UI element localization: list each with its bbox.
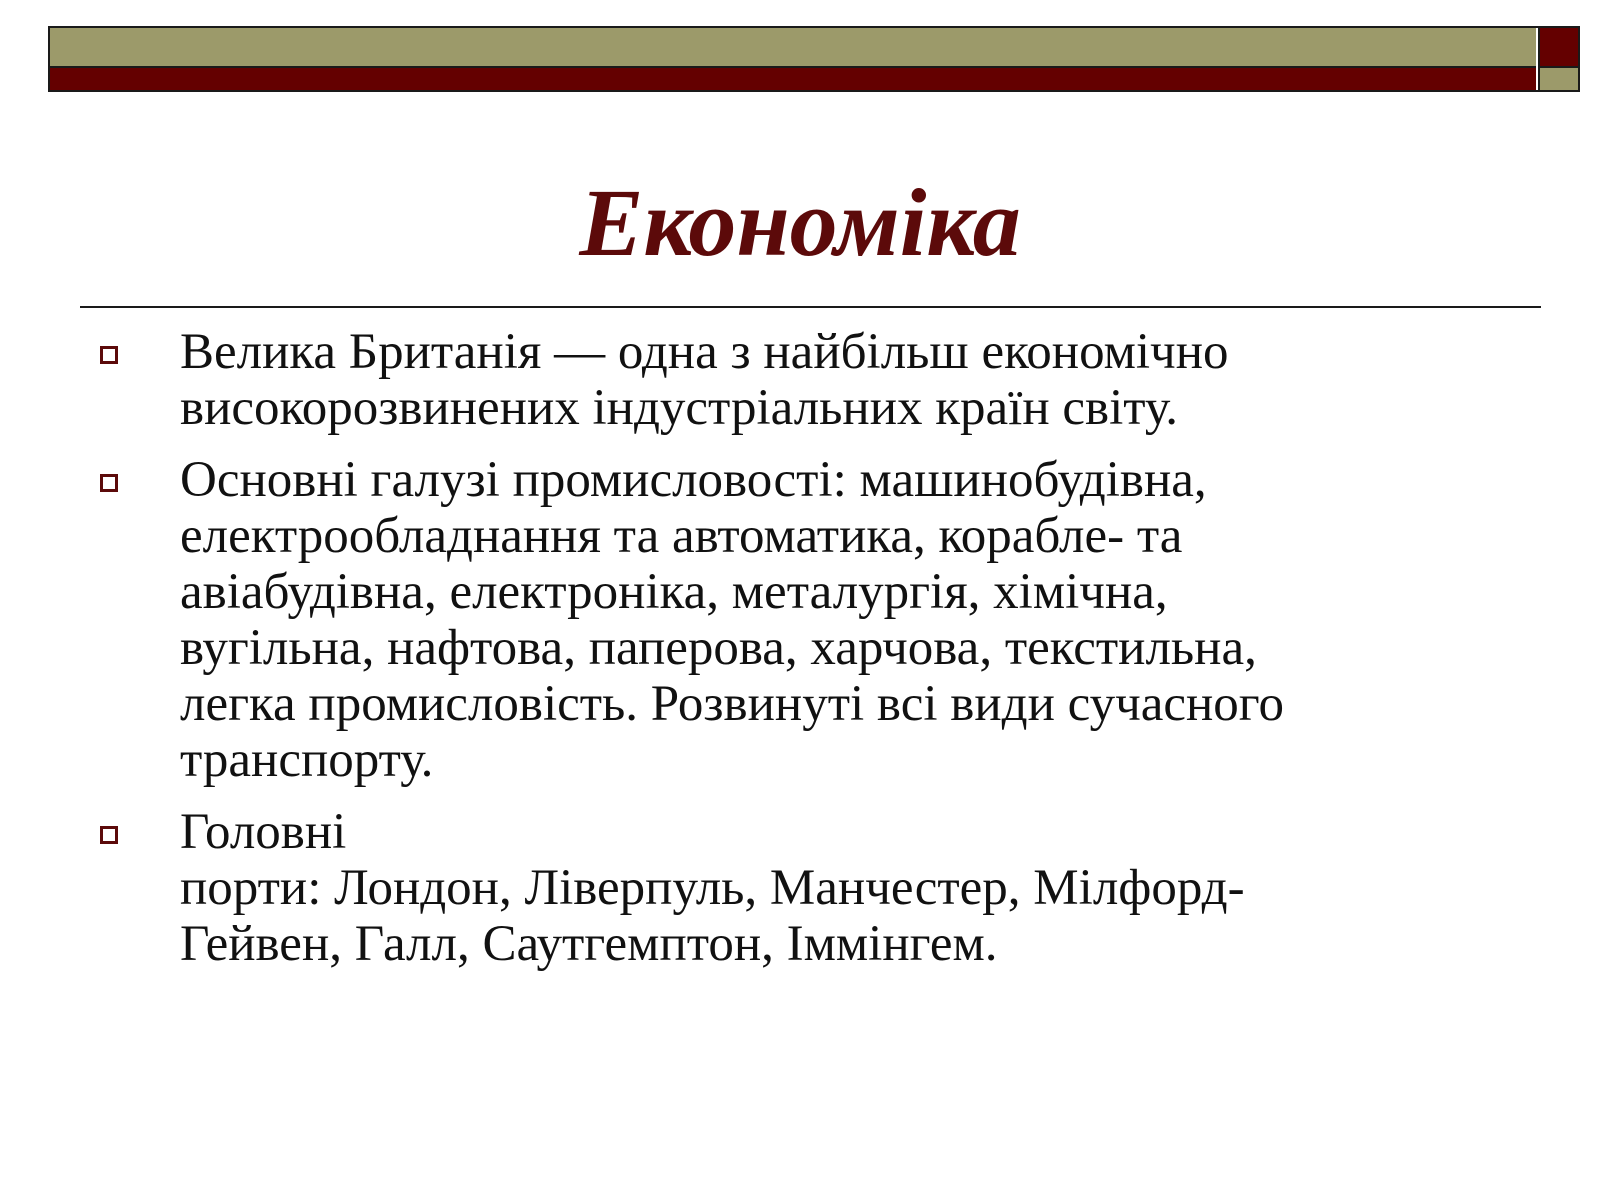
bullet-text: Головні порти: Лондон, Ліверпуль, Манчестер, Мілфорд- Гейвен, Галл, Саутгемптон, Іммінгем. <box>180 804 1245 972</box>
bullet-item <box>0 452 1600 788</box>
square-bullet-icon <box>100 474 118 492</box>
slide-title: Економіка <box>579 169 1021 276</box>
bullet-list <box>0 324 1600 988</box>
banner-olive-stripe <box>50 28 1536 68</box>
banner-maroon-stripe <box>50 68 1536 90</box>
top-banner <box>48 26 1580 92</box>
square-bullet-icon <box>100 346 118 364</box>
title-divider <box>80 306 1541 308</box>
square-bullet-icon <box>100 826 118 844</box>
bullet-text: Основні галузі промисловості: машинобудівна, електрообладнання та автоматика, корабле- та авіабудівна, електроніка, металургія, хімічна, вугільна, нафтова, паперова, харчова, текстильна, легка промисловість. Розвинуті всі види сучасного транспорту. <box>180 452 1284 788</box>
banner-corner-maroon-square <box>1538 28 1578 68</box>
banner-corner-olive-square <box>1538 68 1578 90</box>
bullet-item <box>0 324 1600 436</box>
bullet-text: Велика Британія — одна з найбільш економічно високорозвинених індустріальних країн світу. <box>180 324 1229 436</box>
bullet-item <box>0 804 1600 972</box>
